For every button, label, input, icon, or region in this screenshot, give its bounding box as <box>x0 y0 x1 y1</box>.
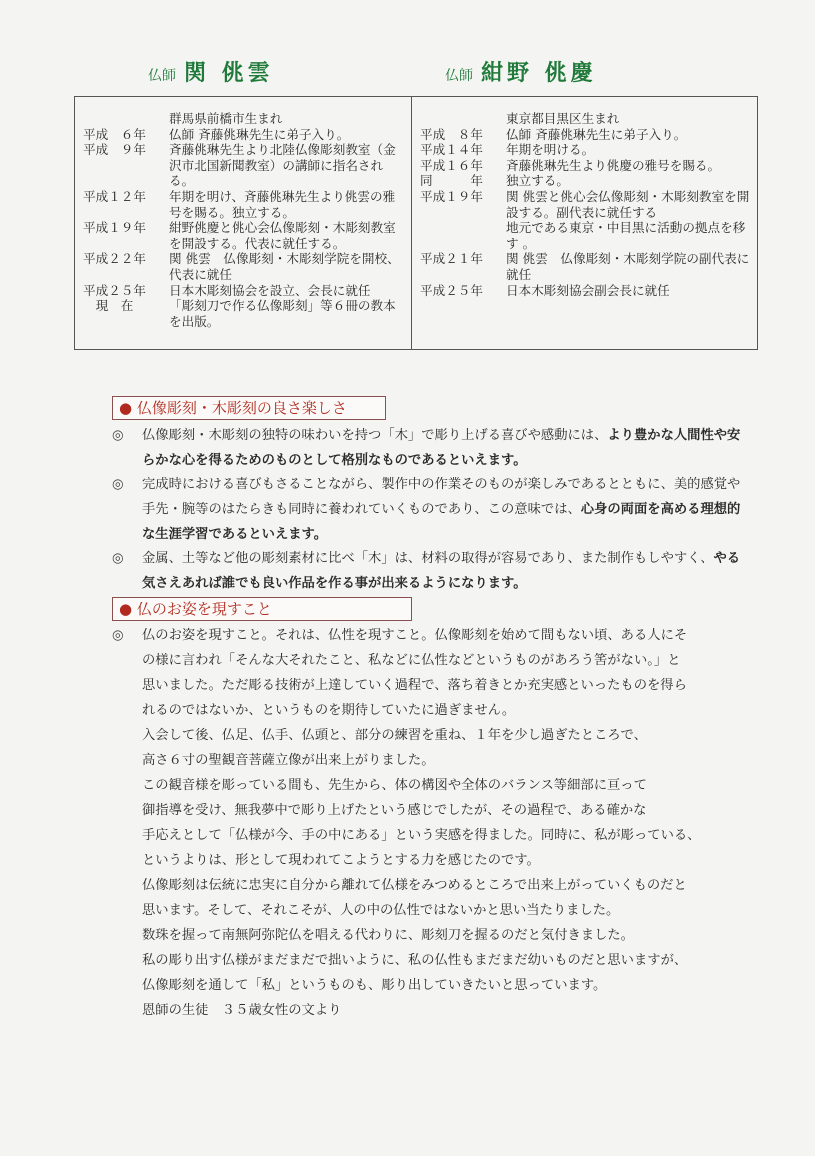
bio-row <box>83 189 405 220</box>
bio-era: 平成 ８年 <box>420 126 483 142</box>
testimony-line: 仏のお姿を現すこと。それは、仏性を現すこと。仏像彫刻を始めて間もない頃、ある人にそ <box>142 628 688 643</box>
section-title-text: 仏のお姿を現すこと <box>136 600 272 618</box>
bio-row <box>83 298 405 329</box>
bio-event: 日本木彫刻協会を設立、会長に就任 <box>169 282 371 298</box>
bio-era: 平成１９年 <box>420 188 483 204</box>
testimony-line: 恩師の生徒 ３５歳女性の文より <box>142 1003 342 1018</box>
bio-event: 独立する。 <box>506 173 569 189</box>
testimony-line: 御指導を受け、無我夢中で彫り上げたという感じでしたが、その過程で、ある確かな <box>142 803 647 818</box>
bio-row <box>420 189 751 220</box>
bio-era: 平成１４年 <box>420 142 483 158</box>
bio-era: 平成１６年 <box>420 157 483 173</box>
paragraph-text: 仏像彫刻・木彫刻の独特の味わいを持つ「木」で彫り上げる喜びや感動には、 <box>142 428 608 443</box>
testimony-line: の様に言われ「そんな大それたこと、私などに仏性などというものがあろう筈がない。」と <box>142 653 681 668</box>
bio-era: 平成１９年 <box>83 220 146 236</box>
left-birthplace: 群馬県前橋市生まれ <box>169 111 283 126</box>
double-circle-icon: ◎ <box>112 551 124 566</box>
bio-era: 平成 ９年 <box>83 142 146 158</box>
bio-row <box>83 251 405 282</box>
student-testimony <box>112 623 752 1023</box>
bio-event: 関 佻雲 仏像彫刻・木彫刻学院の副代表に就任 <box>506 251 750 282</box>
paragraph-text: 金属、土等など他の彫刻素材に比べ「木」は、材料の取得が容易であり、また制作もしやすく、 <box>142 551 714 566</box>
testimony-line: 高さ６寸の聖観音菩薩立像が出来上がりました。 <box>142 753 435 768</box>
paragraph-emphasis: やる気さえあれば誰でも良い作品を作る事が出来るようになります。 <box>142 551 741 591</box>
bio-row <box>83 220 405 251</box>
bio-era: 平成１２年 <box>83 188 146 204</box>
right-birthplace: 東京都目黒区生まれ <box>506 111 620 126</box>
bio-era <box>420 220 506 251</box>
bio-row <box>83 283 405 299</box>
bio-era: 平成２１年 <box>420 251 483 267</box>
paragraph-1 <box>112 423 752 473</box>
left-person-heading <box>148 56 274 87</box>
bio-era: 同 年 <box>420 173 483 189</box>
bio-era: 平成２５年 <box>83 282 146 298</box>
bio-row <box>420 142 751 158</box>
paragraph-3 <box>112 546 752 596</box>
bio-event: 「彫刻刀で作る仏像彫刻」等６冊の教本を出版。 <box>169 298 396 329</box>
testimony-line: というよりは、形として現われてこようとする力を感じたのです。 <box>142 853 540 868</box>
bio-row <box>420 220 751 251</box>
left-biography <box>75 97 412 349</box>
bio-event: 斉藤佻琳先生より北陸仏像彫刻教室（金沢市北国新聞教室）の講師に指名される。 <box>169 142 396 189</box>
bio-era: 平成２５年 <box>420 282 483 298</box>
testimony-line: 入会して後、仏足、仏手、仏頭と、部分の練習を重ね、１年を少し過ぎたところで、 <box>142 728 647 743</box>
bio-event: 関 佻雲と佻心会仏像彫刻・木彫刻教室を開設する。副代表に就任する <box>506 188 750 220</box>
bio-event: 地元である東京・中目黒に活動の拠点を移す 。 <box>506 220 746 251</box>
bullet-icon: ● <box>119 600 133 618</box>
left-person-title: 仏師 <box>148 68 176 84</box>
right-person-heading <box>445 56 597 87</box>
testimony-line: 手応えとして「仏様が今、手の中にある」という実感を得ました。同時に、私が彫っている、 <box>142 828 701 843</box>
bio-row <box>420 251 751 282</box>
bio-row <box>420 283 751 299</box>
bio-row <box>83 127 405 143</box>
double-circle-icon: ◎ <box>112 477 124 492</box>
testimony-line: 仏像彫刻は伝統に忠実に自分から離れて仏様をみつめるところで出来上がっていくものだと <box>142 878 687 893</box>
testimony-line: 思います。そして、それこそが、人の中の仏性ではないかと思い当たりました。 <box>142 903 620 918</box>
double-circle-icon: ◎ <box>112 628 124 643</box>
bio-event: 紺野佻慶と佻心会仏像彫刻・木彫刻教室を開設する。代表に就任する。 <box>169 220 396 251</box>
left-person-name: 関 佻雲 <box>184 61 274 86</box>
bullet-icon: ● <box>119 399 133 417</box>
testimony-line: 仏像彫刻を通して「私」というものも、彫り出していきたいと思っています。 <box>142 978 607 993</box>
bio-row <box>420 173 751 189</box>
section-title-appeal <box>112 396 386 420</box>
bio-event: 仏師 斉藤佻琳先生に弟子入り。 <box>506 126 687 142</box>
testimony-line: 思いました。ただ彫る技術が上達していく過程で、落ち着きとか充実感といったものを得ら <box>142 678 687 693</box>
paragraph-emphasis: 心身の両面を高める理想的な生涯学習であるといえます。 <box>142 502 741 542</box>
paragraph-text: 完成時における喜びもさることながら、製作中の作業そのものが楽しみであるとともに、美的感覚や手先・腕等のはたらきも同時に養われていくものであり、この意味では、 <box>142 477 741 517</box>
bio-row <box>420 127 751 143</box>
bio-event: 年期を明ける。 <box>506 142 595 158</box>
bio-row <box>83 142 405 189</box>
bio-era: 現 在 <box>83 298 134 314</box>
bio-event: 日本木彫刻協会副会長に就任 <box>506 282 670 298</box>
testimony-line: 私の彫り出す仏様がまだまだで拙いように、私の仏性もまだまだ幼いものだと思いますが、 <box>142 953 688 968</box>
paragraph-emphasis: より豊かな人間性や安らかな心を得るためのものとして格別なものであるといえます。 <box>142 428 741 468</box>
right-person-title: 仏師 <box>445 68 473 84</box>
bio-event: 仏師 斉藤佻琳先生に弟子入り。 <box>169 126 350 142</box>
right-biography <box>412 97 757 349</box>
biography-table <box>74 96 758 350</box>
double-circle-icon: ◎ <box>112 428 124 443</box>
section-title-text: 仏像彫刻・木彫刻の良さ楽しさ <box>136 399 347 417</box>
bio-event: 斉藤佻琳先生より佻慶の雅号を賜る。 <box>506 157 721 173</box>
section-title-buddha-form <box>112 597 412 621</box>
testimony-line: この観音様を彫っている間も、先生から、体の構図や全体のバランス等細部に亘って <box>142 778 647 793</box>
bio-event: 年期を明け、斉藤佻琳先生より佻雲の雅号を賜る。独立する。 <box>169 188 396 220</box>
testimony-line: れるのではないか、というものを期待していたに過ぎません。 <box>142 703 516 718</box>
testimony-line: 数珠を握って南無阿弥陀仏を唱える代わりに、彫刻刀を握るのだと気付きました。 <box>142 928 634 943</box>
paragraph-2 <box>112 472 752 547</box>
bio-era: 平成 ６年 <box>83 126 146 142</box>
bio-event: 関 佻雲 仏像彫刻・木彫刻学院を開校、代表に就任 <box>169 251 400 282</box>
bio-era: 平成２２年 <box>83 251 146 267</box>
bio-row <box>420 158 751 174</box>
right-person-name: 紺野 佻慶 <box>481 61 597 86</box>
